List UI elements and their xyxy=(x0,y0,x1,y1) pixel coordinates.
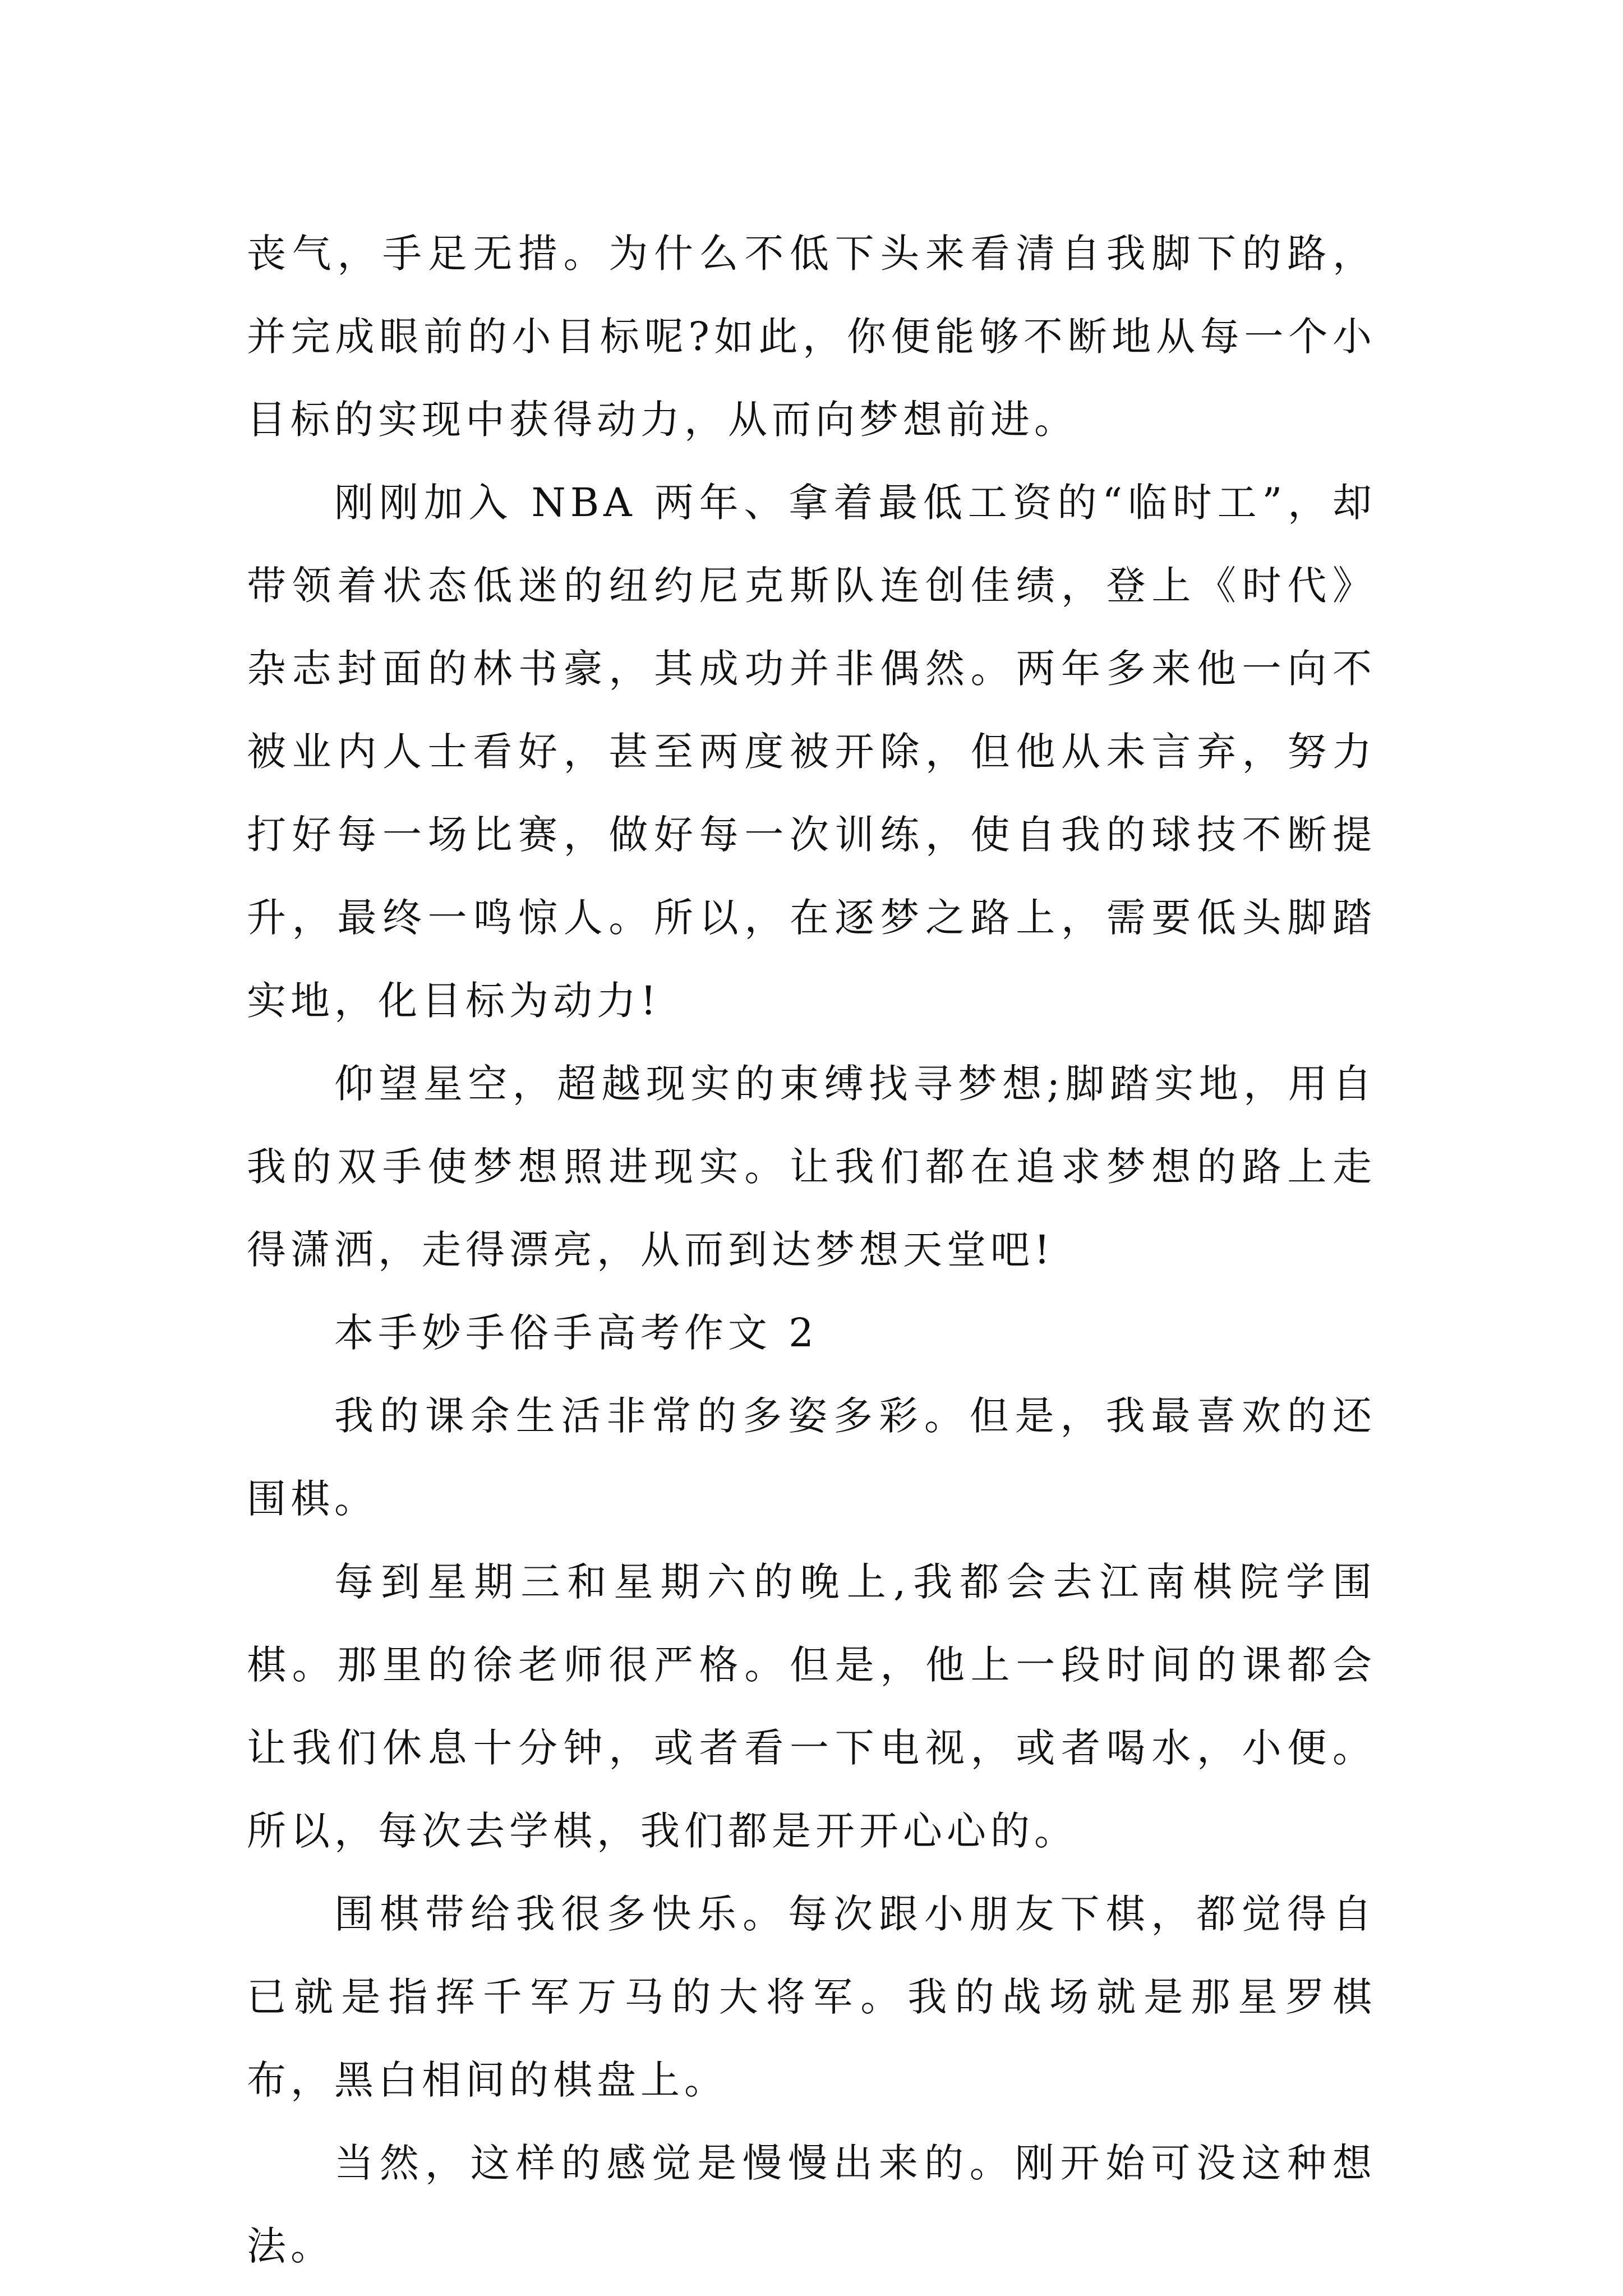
paragraph: 每到星期三和星期六的晚上,我都会去江南棋院学围棋。那里的徐老师很严格。但是，他上一段时间的课都会让我们休息十分钟，或者看一下电视，或者喝水，小便。所以，每次去学棋，我们都是开开心心的。 xyxy=(247,1559,1376,1854)
paragraph: 仰望星空，超越现实的束缚找寻梦想;脚踏实地，用自我的双手使梦想照进现实。让我们都在追求梦想的路上走得潇洒，走得漂亮，从而到达梦想天堂吧! xyxy=(247,1061,1376,1273)
paragraph: 刚刚加入 NBA 两年、拿着最低工资的“临时工”，却带领着状态低迷的纽约尼克斯队连创佳绩，登上《时代》杂志封面的林书豪，其成功并非偶然。两年多来他一向不被业内人士看好，甚至两度被开除，但他从未言弃，努力打好每一场比赛，做好每一次训练，使自我的球技不断提升，最终一鸣惊人。所以，在逐梦之路上，需要低头脚踏实地，化目标为动力! xyxy=(247,480,1376,1024)
paragraph: 我的课余生活非常的多姿多彩。但是，我最喜欢的还围棋。 xyxy=(247,1393,1376,1522)
document-body xyxy=(247,212,1376,2288)
paragraph: 当然，这样的感觉是慢慢出来的。刚开始可没这种想法。 xyxy=(247,2140,1376,2269)
paragraph: 围棋带给我很多快乐。每次跟小朋友下棋，都觉得自已就是指挥千军万马的大将军。我的战场就是那星罗棋布，黑白相间的棋盘上。 xyxy=(247,1891,1376,2103)
section-heading: 本手妙手俗手高考作文 2 xyxy=(334,1310,818,1356)
paragraph: 丧气，手足无措。为什么不低下头来看清自我脚下的路，并完成眼前的小目标呢?如此，你便能够不断地从每一个小目标的实现中获得动力，从而向梦想前进。 xyxy=(247,231,1376,443)
